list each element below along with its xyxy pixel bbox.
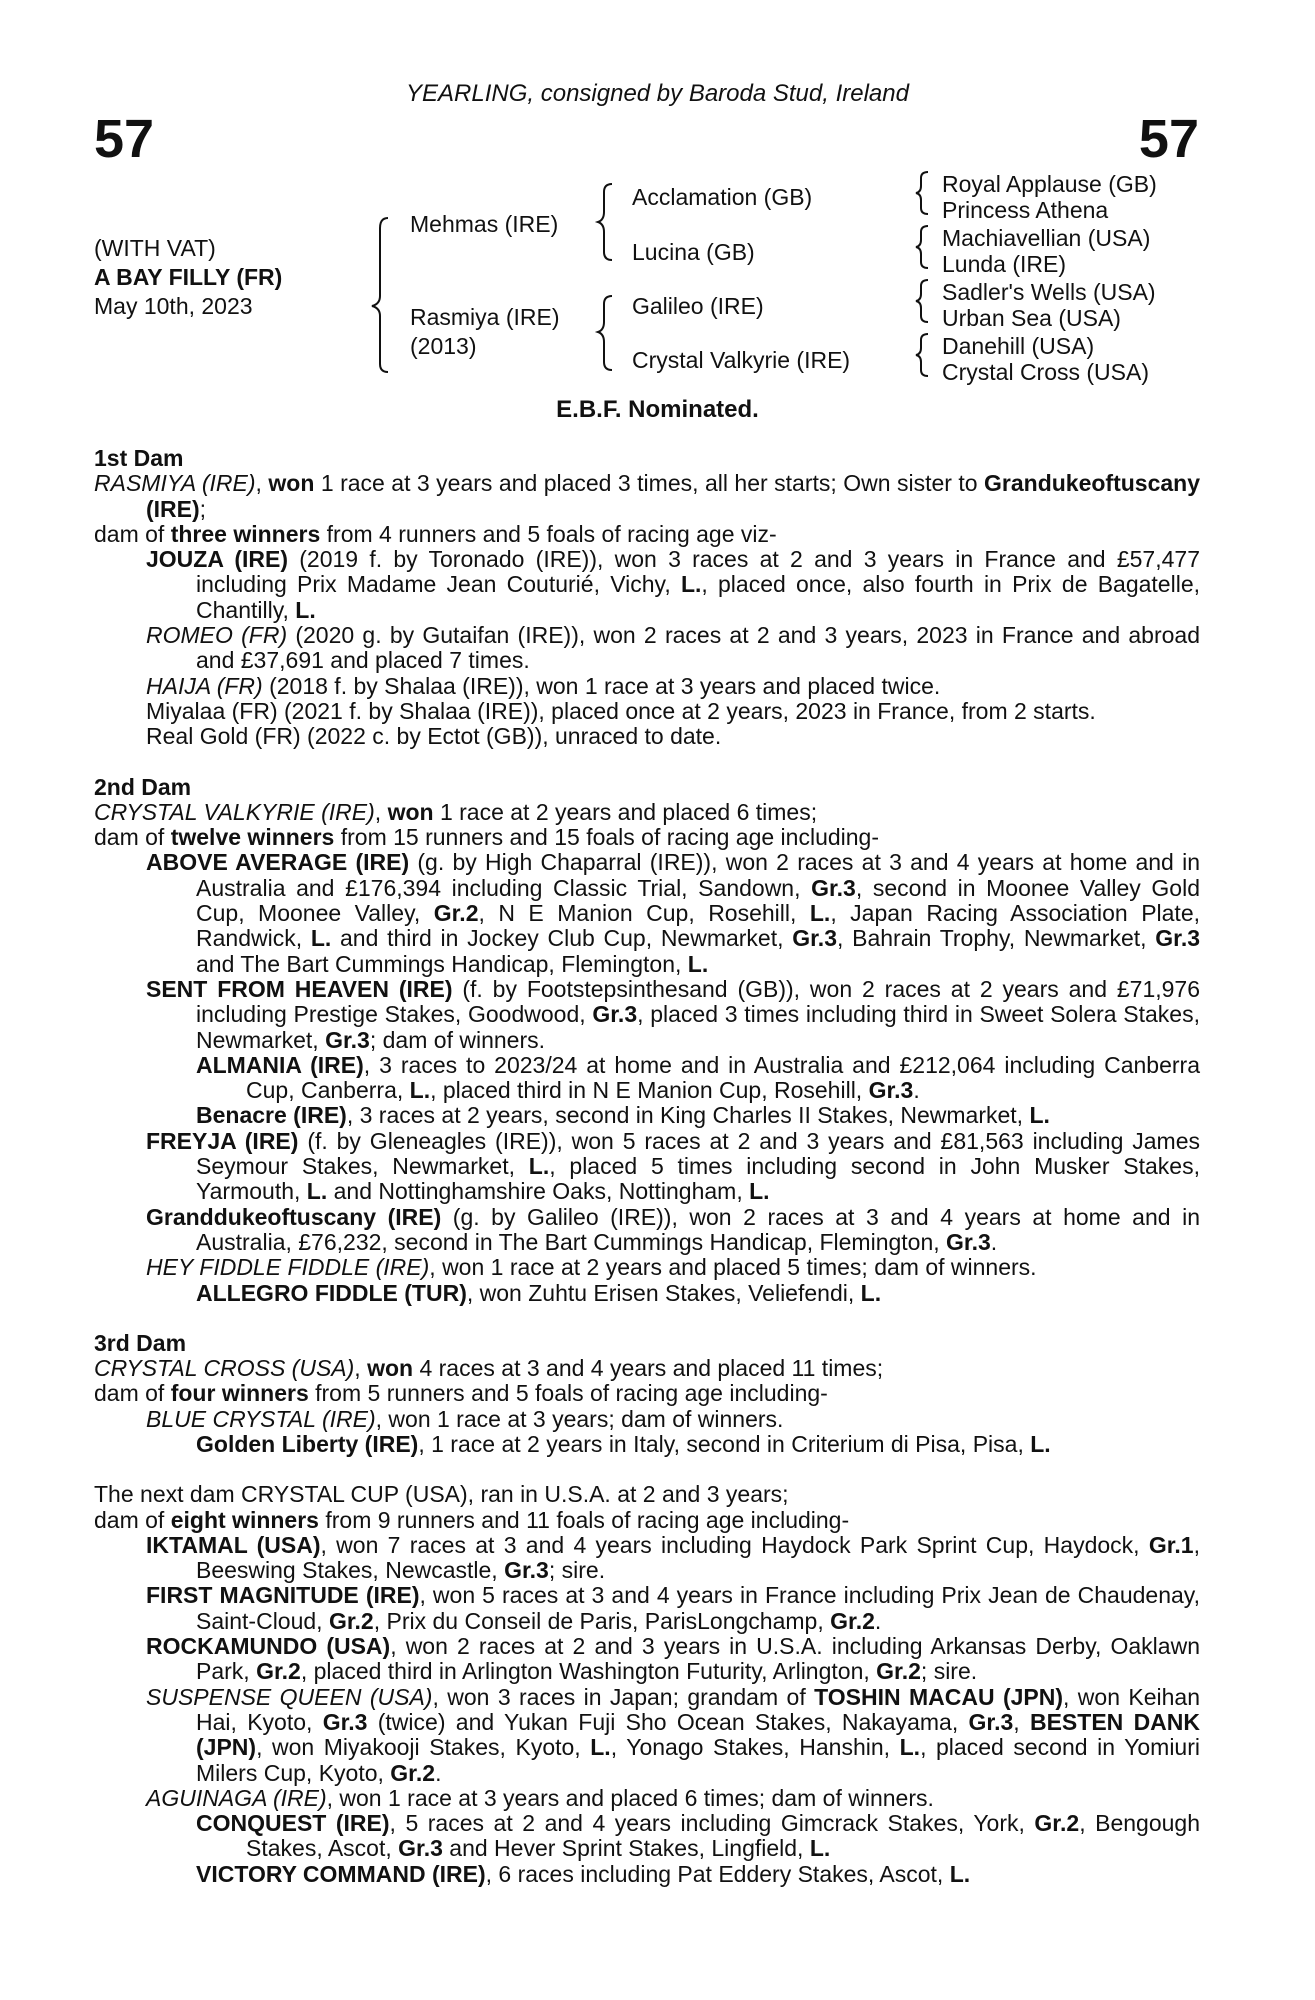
first-dam-produce-summary: [94, 522, 1200, 547]
horse-name: Granddukeoftuscany (IRE): [146, 1203, 442, 1230]
produce-entry: [146, 623, 1200, 674]
text: L.: [687, 950, 709, 977]
text: , placed second in Yomiuri Milers Cup, Kyoto,: [196, 1734, 1200, 1786]
ancestor-7: Danehill (USA): [942, 333, 1095, 359]
text: Gr.3: [398, 1835, 443, 1862]
text: L.: [860, 1279, 882, 1306]
dam-sire: Galileo (IRE): [632, 293, 764, 319]
dam-dam: Crystal Valkyrie (IRE): [632, 347, 851, 373]
text: and Nottinghamshire Oaks, Nottingham,: [327, 1178, 750, 1205]
produce-entry: [146, 977, 1200, 1053]
text: ,: [354, 1355, 368, 1382]
sire-sire: Acclamation (GB): [632, 184, 813, 210]
produce-entry: [146, 1205, 1200, 1256]
second-dam-heading: 2nd Dam: [94, 773, 192, 800]
produce-entry: [146, 547, 1200, 623]
ebf-note: E.B.F. Nominated.: [556, 396, 759, 423]
text: , 5 races at 2 and 4 years including Gimcrack Stakes, York,: [389, 1810, 1035, 1837]
produce-entry: [146, 1583, 1200, 1634]
text: Gr.3: [1155, 925, 1201, 952]
text: Gr.2: [390, 1759, 436, 1786]
text: , second in Moonee Valley Gold Cup, Moonee Valley,: [196, 874, 1200, 927]
horse-name: CONQUEST (IRE): [196, 1810, 390, 1837]
text: Gr.2: [433, 900, 479, 927]
produce-entry: [196, 1053, 1200, 1104]
text: .: [990, 1228, 998, 1255]
produce-entry: [196, 1103, 1200, 1128]
text: L.: [949, 1860, 971, 1887]
vat-note: (WITH VAT): [94, 235, 216, 261]
foaling-date: May 10th, 2023: [94, 293, 253, 319]
text: , 3 races at 2 years, second in King Charles II Stakes, Newmarket,: [346, 1102, 1030, 1129]
text: ,: [1013, 1708, 1030, 1735]
text: , placed 5 times including second in John Musker Stakes, Yarmouth,: [196, 1153, 1200, 1205]
horse-name: BESTEN DANK (JPN): [196, 1708, 1201, 1761]
first-dam-heading: 1st Dam: [94, 445, 184, 471]
text: from 15 runners and 15 foals of racing age including-: [334, 824, 879, 851]
produce-entry: [146, 1129, 1200, 1205]
text: L.: [310, 925, 332, 952]
text: Gr.3: [325, 1026, 370, 1053]
horse-name: Golden Liberty (IRE): [196, 1430, 419, 1457]
text: , won 1 race at 3 years; dam of winners.: [375, 1405, 784, 1432]
dam-name: CRYSTAL CROSS (USA): [94, 1355, 355, 1382]
horse-name: ALLEGRO FIDDLE (TUR): [196, 1279, 467, 1306]
dam-name: CRYSTAL VALKYRIE (IRE): [94, 798, 375, 825]
horse-name: FREYJA (IRE): [146, 1127, 299, 1154]
horse-name: Benacre (IRE): [196, 1102, 347, 1129]
text: won: [387, 798, 434, 825]
text: and The Bart Cummings Handicap, Flemington,: [196, 950, 688, 977]
text: .: [913, 1077, 920, 1104]
text: , won 1 race at 3 years and placed 6 times; dam of winners.: [326, 1784, 934, 1811]
lot-number-left: 57: [94, 109, 155, 169]
horse-name: ALMANIA (IRE): [196, 1051, 364, 1078]
text: Gr.3: [504, 1557, 549, 1584]
text: Gr.3: [968, 1708, 1014, 1735]
catalogue-body: [94, 446, 1200, 1887]
text: , won Zuhtu Erisen Stakes, Veliefendi,: [466, 1279, 861, 1306]
dam-year: (2013): [410, 333, 477, 359]
sire: Mehmas (IRE): [410, 211, 559, 237]
horse-name: ABOVE AVERAGE (IRE): [146, 849, 410, 876]
text: L.: [409, 1077, 431, 1104]
text: (2019 f. by Toronado (IRE)), won 3 races at 2 and 3 years in France and £57,477 including Prix Madame Jean Couturié, Vichy,: [196, 546, 1200, 598]
third-dam-section: [94, 1331, 1200, 1457]
produce-entry: [196, 1281, 1200, 1306]
second-dam-summary: [94, 800, 1200, 825]
horse-name: IKTAMAL (USA): [146, 1531, 321, 1558]
text: (f. by Footstepsinthesand (GB)), won 2 races at 2 years and £71,976 including Prestige Stakes, Goodwood,: [196, 975, 1200, 1028]
text: Gr.2: [256, 1658, 301, 1685]
text: dam of: [94, 1506, 171, 1533]
text: won: [268, 470, 315, 497]
text: , won Miyakooji Stakes, Kyoto,: [256, 1734, 591, 1761]
text: four winners: [170, 1380, 309, 1407]
first-dam-summary: [94, 471, 1200, 522]
text: Gr.2: [1034, 1810, 1080, 1837]
produce-entry: [146, 1255, 1200, 1280]
text: Gr.3: [322, 1708, 368, 1735]
text: , placed once, also fourth in Prix de Bagatelle, Chantilly,: [196, 571, 1201, 623]
ancestor-2: Princess Athena: [942, 197, 1109, 223]
text: , placed third in N E Manion Cup, Rosehill,: [430, 1077, 869, 1104]
horse-name: SENT FROM HEAVEN (IRE): [146, 975, 453, 1002]
text: Gr.3: [592, 1001, 638, 1028]
text: Gr.3: [811, 874, 856, 901]
text: , won Keihan Hai, Kyoto,: [196, 1683, 1201, 1735]
text: Gr.1: [1148, 1531, 1194, 1558]
ancestor-1: Royal Applause (GB): [942, 171, 1157, 197]
horse-name: TOSHIN MACAU (JPN): [814, 1683, 1064, 1710]
text: , 1 race at 2 years in Italy, second in Criterium di Pisa, Pisa,: [418, 1430, 1031, 1457]
text: L.: [590, 1734, 611, 1761]
text: .: [435, 1759, 442, 1786]
text: , won 1 race at 2 years and placed 5 times; dam of winners.: [429, 1254, 1037, 1281]
produce-entry: [146, 1407, 1200, 1432]
text: , N E Manion Cup, Rosehill,: [478, 900, 810, 927]
text: Gr.2: [830, 1607, 875, 1634]
text: , won 7 races at 3 and 4 years including Haydock Park Sprint Cup, Haydock,: [320, 1531, 1149, 1558]
text: ,: [374, 798, 388, 825]
text: 1 race at 3 years and placed 3 times, all her starts; Own sister to: [314, 470, 985, 497]
text: won: [367, 1355, 414, 1382]
text: , Yonago Stakes, Hanshin,: [610, 1734, 900, 1761]
produce-entry: [146, 850, 1200, 976]
text: L.: [899, 1734, 921, 1761]
ancestor-3: Machiavellian (USA): [942, 225, 1151, 251]
horse-name: A BAY FILLY (FR): [94, 264, 283, 290]
text: (twice) and Yukan Fuji Sho Ocean Stakes, Nakayama,: [367, 1708, 969, 1735]
text: L.: [306, 1178, 328, 1205]
horse-name: HAIJA (FR): [146, 672, 263, 699]
next-dam-summary: The next dam CRYSTAL CUP (USA), ran in U.S.A. at 2 and 3 years;: [94, 1481, 789, 1508]
text: , 3 races to 2023/24 at home and in Australia and £212,064 including Canberra Cup, Canberra,: [246, 1051, 1200, 1104]
consignment-line: YEARLING, consigned by Baroda Stud, Ireland: [406, 80, 909, 107]
produce-entry: Real Gold (FR) (2022 c. by Ectot (GB)), unraced to date.: [146, 723, 722, 750]
horse-name: FIRST MAGNITUDE (IRE): [146, 1582, 420, 1609]
text: 4 races at 3 and 4 years and placed 11 times;: [413, 1355, 884, 1382]
text: Gr.3: [792, 925, 837, 952]
text: ,: [255, 470, 269, 497]
text: dam of: [94, 1380, 171, 1407]
text: , won 2 races at 2 and 3 years in U.S.A. including Arkansas Derby, Oaklawn Park,: [196, 1633, 1200, 1685]
horse-name: AGUINAGA (IRE): [146, 1784, 327, 1811]
horse-name: BLUE CRYSTAL (IRE): [146, 1405, 376, 1432]
text: L.: [528, 1153, 550, 1180]
third-dam-heading: 3rd Dam: [94, 1329, 187, 1356]
horse-name: ROCKAMUNDO (USA): [146, 1633, 391, 1660]
text: , Prix du Conseil de Paris, ParisLongchamp,: [373, 1607, 831, 1634]
text: ;: [199, 495, 207, 522]
horse-name: JOUZA (IRE): [146, 546, 289, 573]
text: and Hever Sprint Stakes, Lingfield,: [442, 1835, 810, 1862]
text: ; sire.: [920, 1658, 978, 1685]
second-dam-section: [94, 775, 1200, 1306]
produce-entry: [196, 1432, 1200, 1457]
text: Grandukeoftuscany (IRE): [146, 470, 1201, 522]
text: , Japan Racing Association Plate, Randwick,: [196, 900, 1201, 952]
text: , placed 3 times including third in Sweet Solera Stakes, Newmarket,: [196, 1001, 1200, 1053]
first-dam-section: [94, 446, 1200, 750]
text: , Bahrain Trophy, Newmarket,: [837, 925, 1156, 952]
ancestor-8: Crystal Cross (USA): [942, 359, 1150, 385]
horse-name: SUSPENSE QUEEN (USA): [146, 1683, 433, 1710]
second-dam-produce-summary: [94, 825, 1200, 850]
text: twelve winners: [170, 824, 335, 851]
third-dam-summary: [94, 1356, 1200, 1381]
text: 1 race at 2 years and placed 6 times;: [433, 798, 818, 825]
text: from 5 runners and 5 foals of racing age including-: [308, 1380, 828, 1407]
text: , won 3 races in Japan; grandam of: [432, 1683, 815, 1710]
text: L.: [1029, 1102, 1050, 1129]
text: L.: [809, 1835, 831, 1862]
text: and third in Jockey Club Cup, Newmarket,: [331, 925, 793, 952]
produce-entry: [196, 1811, 1200, 1862]
produce-entry: [146, 1786, 1200, 1811]
horse-name: VICTORY COMMAND (IRE): [196, 1860, 486, 1887]
text: ; dam of winners.: [369, 1026, 545, 1053]
lot-number-right: 57: [1138, 109, 1199, 169]
third-dam-produce-summary: [94, 1381, 1200, 1406]
text: (f. by Gleneagles (IRE)), won 5 races at 2 and 3 years and £81,563 including James Seymour Stakes, Newmarket,: [196, 1127, 1200, 1180]
dam: Rasmiya (IRE): [410, 304, 560, 330]
text: L.: [1030, 1430, 1051, 1457]
next-dam-produce-summary: [94, 1508, 1200, 1533]
produce-entry: [146, 1685, 1200, 1786]
ancestor-4: Lunda (IRE): [942, 251, 1067, 277]
text: L.: [680, 571, 702, 598]
text: L.: [809, 900, 831, 927]
text: (g. by Galileo (IRE)), won 2 races at 3 and 4 years at home and in Australia, £76,232, second in The Bart Cummings Handicap, Flemington,: [196, 1203, 1200, 1255]
ancestor-5: Sadler's Wells (USA): [942, 279, 1156, 305]
text: dam of: [94, 520, 171, 547]
text: , Bengough Stakes, Ascot,: [246, 1810, 1200, 1862]
text: from 4 runners and 5 foals of racing age viz-: [320, 520, 777, 547]
text: .: [874, 1607, 882, 1634]
text: Gr.2: [876, 1658, 921, 1685]
text: (g. by High Chaparral (IRE)), won 2 races at 3 and 4 years at home and in Australia and £176,394 including Classic Trial, Sandown,: [196, 849, 1200, 901]
produce-entry: Miyalaa (FR) (2021 f. by Shalaa (IRE)), placed once at 2 years, 2023 in France, from 2 starts.: [146, 697, 1096, 724]
text: Gr.2: [328, 1607, 374, 1634]
horse-name: HEY FIDDLE FIDDLE (IRE): [146, 1254, 430, 1281]
text: Gr.3: [868, 1077, 914, 1104]
produce-entry: [146, 1634, 1200, 1685]
text: , placed third in Arlington Washington Futurity, Arlington,: [300, 1658, 877, 1685]
produce-entry: [146, 674, 1200, 699]
next-dam-section: [94, 1482, 1200, 1887]
text: L.: [295, 596, 316, 623]
text: dam of: [94, 824, 171, 851]
text: (2020 g. by Gutaifan (IRE)), won 2 races at 2 and 3 years, 2023 in France and abroad and £37,691 and placed 7 times.: [196, 622, 1200, 674]
produce-entry: [146, 1533, 1200, 1584]
text: , won 5 races at 3 and 4 years in France including Prix Jean de Chaudenay, Saint-Cloud,: [196, 1582, 1200, 1634]
text: from 9 runners and 11 foals of racing age including-: [318, 1506, 850, 1533]
produce-entry: [196, 1862, 1200, 1887]
sire-dam: Lucina (GB): [632, 239, 755, 265]
text: L.: [749, 1178, 770, 1205]
text: eight winners: [170, 1506, 319, 1533]
text: (2018 f. by Shalaa (IRE)), won 1 race at 3 years and placed twice.: [262, 672, 941, 699]
text: , Beeswing Stakes, Newcastle,: [196, 1531, 1200, 1584]
text: Gr.3: [946, 1228, 991, 1255]
horse-name: ROMEO (FR): [146, 622, 288, 649]
text: three winners: [170, 520, 321, 547]
text: ; sire.: [548, 1557, 606, 1584]
dam-name: RASMIYA (IRE): [94, 470, 256, 497]
ancestor-6: Urban Sea (USA): [942, 305, 1121, 331]
text: , 6 races including Pat Eddery Stakes, Ascot,: [485, 1860, 950, 1887]
